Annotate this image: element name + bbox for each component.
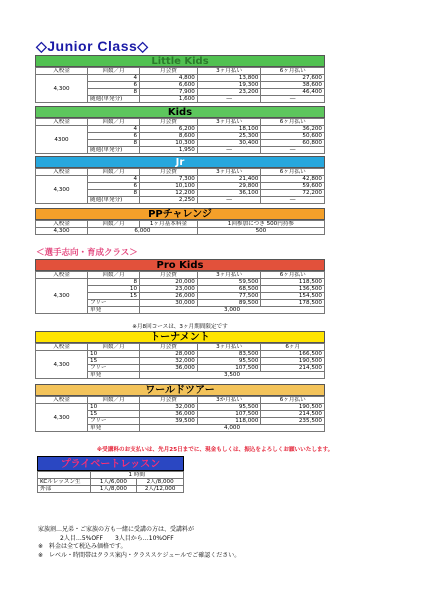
- entry-fee: 4,300: [36, 176, 88, 204]
- cell: 25,300: [197, 133, 261, 140]
- cell: ―: [261, 197, 325, 204]
- header-cell: 月会費: [140, 272, 198, 279]
- cell: 29,800: [197, 183, 261, 190]
- cell: 8: [88, 279, 140, 286]
- cell: 36,200: [261, 126, 325, 133]
- private-lesson-bar: プライベートレッスン: [37, 456, 184, 471]
- cell: 15: [88, 358, 140, 365]
- cell: 50,600: [261, 133, 325, 140]
- cell: KCルレッスン生: [38, 479, 91, 486]
- cell: 6,000: [88, 228, 198, 235]
- pro-kids-bar: Pro Kids: [35, 259, 325, 271]
- cell: 36,000: [140, 411, 198, 418]
- cell: ―: [261, 96, 325, 103]
- schedule-note: ※ レベル・時間帯はクラス案内・クラススケジュールでご確認ください。: [38, 552, 241, 559]
- header-cell: 回数／月: [88, 397, 140, 404]
- header-cell: 月会費: [140, 397, 198, 404]
- cell: 39,500: [140, 418, 198, 425]
- header-cell: 月会費: [140, 68, 198, 75]
- cell: 500: [197, 228, 324, 235]
- cell: 59,600: [261, 183, 325, 190]
- private-lesson-table: [37, 471, 184, 493]
- header-cell: 3ヶ月払い: [197, 169, 261, 176]
- cell: 8: [88, 89, 140, 96]
- cell: 26,000: [140, 293, 198, 300]
- cell: 214,500: [261, 365, 325, 372]
- cell: 59,500: [197, 279, 261, 286]
- pro-kids-note: ※月8回コースは、3ヶ月期間限定です: [132, 324, 228, 330]
- cell: 4: [88, 176, 140, 183]
- entry-fee: 4,300: [36, 351, 88, 379]
- header-cell: 回数／月: [88, 221, 140, 228]
- pp-section: [35, 208, 325, 235]
- little-kids-table: [35, 67, 325, 103]
- cell: 単発: [88, 372, 140, 379]
- header-cell: 1ヶ月基本料金: [140, 221, 198, 228]
- cell: 23,200: [197, 89, 261, 96]
- header-cell: 3ヶ月払い: [197, 344, 261, 351]
- cell: ―: [197, 147, 261, 154]
- cell: 6,200: [140, 126, 198, 133]
- cell: 68,500: [197, 286, 261, 293]
- cell: 15: [88, 293, 140, 300]
- cell: 4,300: [36, 228, 88, 235]
- header-cell: 1回参加につき 500円持参: [197, 221, 324, 228]
- cell: 10,100: [140, 183, 198, 190]
- private-lesson-section: [37, 471, 184, 493]
- cell: 30,000: [140, 300, 198, 307]
- cell: 32,000: [140, 358, 198, 365]
- cell: 46,400: [261, 89, 325, 96]
- header-cell: 月会費: [140, 119, 198, 126]
- cell: 単発: [88, 307, 140, 314]
- tournament-bar: トーナメント: [35, 331, 325, 343]
- jr-section: [35, 156, 325, 204]
- cell: 1,950: [140, 147, 198, 154]
- cell: 190,500: [261, 404, 325, 411]
- cell: 42,800: [261, 176, 325, 183]
- cell: 32,000: [140, 404, 198, 411]
- family-discount-detail: 2人目…5%OFF 3人目から…10%OFF: [60, 535, 174, 542]
- cell: 2人/12,000: [137, 486, 184, 493]
- header-cell: 月会費: [140, 344, 198, 351]
- cell: 8,600: [140, 133, 198, 140]
- cell: 10: [88, 286, 140, 293]
- cell: 95,500: [197, 404, 261, 411]
- header-cell: 入校金: [36, 169, 88, 176]
- cell: 10: [88, 351, 140, 358]
- header-cell: 3ヶ月払い: [197, 272, 261, 279]
- header-cell: 回数／月: [88, 119, 140, 126]
- cell: ―: [261, 147, 325, 154]
- little-kids-section: [35, 55, 325, 103]
- cell: 30,400: [197, 140, 261, 147]
- pp-table: [35, 220, 325, 235]
- cell: フリー: [88, 418, 140, 425]
- cell: 21,400: [197, 176, 261, 183]
- header-cell: 3ヶ月払い: [197, 68, 261, 75]
- header-cell: 月会費: [140, 169, 198, 176]
- world-tour-section: [35, 384, 325, 432]
- cell: 27,600: [261, 75, 325, 82]
- cell: 36,000: [140, 365, 198, 372]
- cell: 3,500: [140, 372, 325, 379]
- cell: 6: [88, 82, 140, 89]
- entry-fee: 4,300: [36, 75, 88, 103]
- cell: 18,100: [197, 126, 261, 133]
- cell: 外部: [38, 486, 91, 493]
- cell: 23,000: [140, 286, 198, 293]
- header-cell: 入校金: [36, 397, 88, 404]
- cell: 2人/8,000: [137, 479, 184, 486]
- cell: 20,000: [140, 279, 198, 286]
- header-cell: 6ヶ月払い: [261, 68, 325, 75]
- header-cell: 入校金: [36, 272, 88, 279]
- kids-table: [35, 118, 325, 154]
- section-subtitle: ＜選手志向・育成クラス＞: [36, 248, 138, 258]
- cell: 6: [88, 133, 140, 140]
- header-cell: 6ヶ月払い: [261, 119, 325, 126]
- header-cell: 1 時間: [90, 472, 183, 479]
- tournament-table: [35, 343, 325, 379]
- cell: 166,500: [261, 351, 325, 358]
- header-cell: 6ヶ月払い: [261, 397, 325, 404]
- tax-note: ※ 料金は全て税込み価格です。: [38, 543, 127, 550]
- cell: 4,800: [140, 75, 198, 82]
- header-cell: 6ヶ月払い: [261, 272, 325, 279]
- cell: 12,200: [140, 190, 198, 197]
- header-cell: 入校金: [36, 221, 88, 228]
- jr-table: [35, 168, 325, 204]
- cell: 38,600: [261, 82, 325, 89]
- header-cell: 入校金: [36, 344, 88, 351]
- cell: 随週(単発分): [88, 147, 140, 154]
- cell: 60,800: [261, 140, 325, 147]
- cell: 28,000: [140, 351, 198, 358]
- kids-section: [35, 106, 325, 154]
- cell: 118,000: [197, 418, 261, 425]
- payment-warning: ※受講料のお支払いは、先月25日までに、現金もしくは、振込をよろしくお願いいたします。: [96, 447, 334, 453]
- cell: 6: [88, 183, 140, 190]
- cell: 36,100: [197, 190, 261, 197]
- header-cell: 3ヶ月払い: [197, 119, 261, 126]
- page-title: ◇Junior Class◇: [36, 38, 149, 54]
- cell: フリー: [88, 365, 140, 372]
- pp-bar: PPチャレンジ: [35, 208, 325, 220]
- cell: 136,500: [261, 286, 325, 293]
- little-kids-bar: Little Kids: [35, 55, 325, 67]
- cell: 6,600: [140, 82, 198, 89]
- cell: 7,300: [140, 176, 198, 183]
- header-cell: 6ヶ月払い: [261, 169, 325, 176]
- cell: 2,250: [140, 197, 198, 204]
- cell: 13,800: [197, 75, 261, 82]
- cell: 178,500: [261, 300, 325, 307]
- cell: ―: [197, 96, 261, 103]
- pro-kids-section: [35, 259, 325, 314]
- cell: 7,900: [140, 89, 198, 96]
- cell: 89,500: [197, 300, 261, 307]
- cell: 1人/6,000: [90, 479, 137, 486]
- cell: 随週(単発分): [88, 197, 140, 204]
- header-cell: 回数／月: [88, 344, 140, 351]
- cell: フリー: [88, 300, 140, 307]
- family-discount: 家族割…兄弟・ご家族の方も一緒に受講の方は、受講料が: [38, 526, 195, 533]
- entry-fee: 4,300: [36, 404, 88, 432]
- cell: 3,000: [140, 307, 325, 314]
- cell: 19,300: [197, 82, 261, 89]
- cell: 8: [88, 140, 140, 147]
- cell: 77,500: [197, 293, 261, 300]
- entry-fee: 4300: [36, 126, 88, 154]
- cell: 4,000: [140, 425, 325, 432]
- cell: 107,500: [197, 365, 261, 372]
- blank-cell: [38, 472, 91, 479]
- cell: 4: [88, 126, 140, 133]
- cell: 118,500: [261, 279, 325, 286]
- cell: 1人/8,000: [90, 486, 137, 493]
- cell: 235,500: [261, 418, 325, 425]
- cell: 154,500: [261, 293, 325, 300]
- cell: 214,500: [261, 411, 325, 418]
- header-cell: 入校金: [36, 68, 88, 75]
- kids-bar: Kids: [35, 106, 325, 118]
- header-cell: 回数／月: [88, 68, 140, 75]
- header-cell: 回数／月: [88, 272, 140, 279]
- cell: 10,300: [140, 140, 198, 147]
- header-cell: 6ヶ月: [261, 344, 325, 351]
- cell: ―: [197, 197, 261, 204]
- header-cell: 入校金: [36, 119, 88, 126]
- cell: 83,500: [197, 351, 261, 358]
- cell: 72,200: [261, 190, 325, 197]
- cell: 単発: [88, 425, 140, 432]
- world-tour-table: [35, 396, 325, 432]
- jr-bar: Jr: [35, 156, 325, 168]
- cell: 1,600: [140, 96, 198, 103]
- tournament-section: [35, 331, 325, 379]
- pro-kids-table: [35, 271, 325, 314]
- world-tour-bar: ワールドツアー: [35, 384, 325, 396]
- cell: 107,500: [197, 411, 261, 418]
- header-cell: 回数／月: [88, 169, 140, 176]
- header-cell: 3か月払い: [197, 397, 261, 404]
- cell: 15: [88, 411, 140, 418]
- entry-fee: 4,300: [36, 279, 88, 314]
- cell: 190,500: [261, 358, 325, 365]
- cell: 8: [88, 190, 140, 197]
- cell: 随週(単発分): [88, 96, 140, 103]
- cell: 4: [88, 75, 140, 82]
- cell: 10: [88, 404, 140, 411]
- cell: 95,500: [197, 358, 261, 365]
